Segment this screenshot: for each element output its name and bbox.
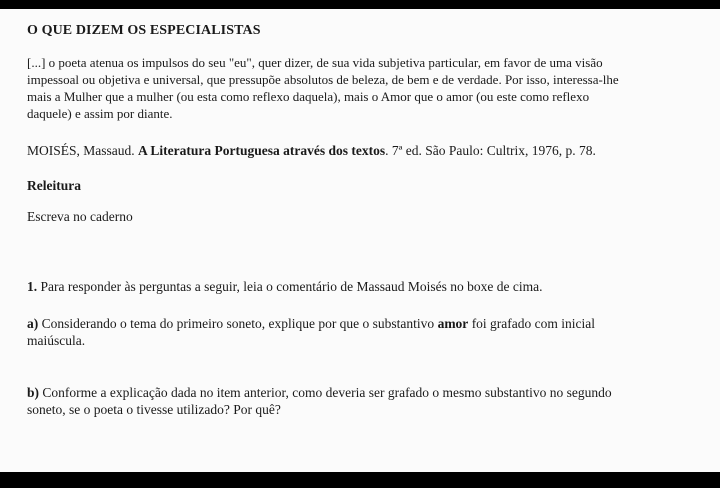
citation-details: . 7ª ed. São Paulo: Cultrix, 1976, p. 78. bbox=[385, 143, 596, 158]
item-a-line-2: maiúscula. bbox=[27, 333, 86, 348]
notebook-instruction: Escreva no caderno bbox=[27, 209, 133, 224]
releitura-heading: Releitura bbox=[27, 178, 81, 193]
quote-line-2: impessoal ou objetiva e universal, que pressupõe absolutos de beleza, de bem e de verdade. Por isso, interessa-lhe bbox=[27, 72, 619, 87]
item-b-label: b) bbox=[27, 385, 40, 400]
item-b-text-1: Conforme a explicação dada no item anterior, como deveria ser grafado o mesmo substantivo no segundo bbox=[42, 385, 612, 400]
item-a-label: a) bbox=[27, 316, 39, 331]
citation-book-title: A Literatura Portuguesa através dos textos bbox=[138, 143, 386, 158]
question-item-a bbox=[27, 315, 712, 349]
quote-line-3: mais a Mulher que a mulher (ou esta como reflexo daquela), mais o Amor que o amor (ou este como reflexo bbox=[27, 89, 590, 104]
item-b-line-1 bbox=[27, 384, 712, 401]
item-a-keyword: amor bbox=[437, 316, 469, 331]
item-a-line-1 bbox=[27, 315, 712, 332]
page bbox=[0, 9, 720, 472]
quote-line-4: daquele) e assim por diante. bbox=[27, 106, 173, 121]
question-item-b bbox=[27, 384, 712, 418]
citation bbox=[27, 143, 712, 159]
item-a-text-after: foi grafado com inicial bbox=[471, 316, 596, 331]
section-title: O QUE DIZEM OS ESPECIALISTAS bbox=[27, 23, 261, 38]
quote-line-1: [...] o poeta atenua os impulsos do seu "eu", quer dizer, de sua vida subjetiva particular, em favor de uma visão bbox=[27, 55, 603, 70]
question-1 bbox=[27, 279, 712, 295]
specialist-quote bbox=[27, 54, 712, 122]
item-a-text-before: Considerando o tema do primeiro soneto, explique por que o substantivo bbox=[41, 316, 435, 331]
question-1-number: 1. bbox=[27, 279, 38, 294]
citation-author: MOISÉS, Massaud. bbox=[27, 143, 135, 158]
item-b-line-2: soneto, se o poeta o tivesse utilizado? Por quê? bbox=[27, 402, 281, 417]
question-1-text: Para responder às perguntas a seguir, leia o comentário de Massaud Moisés no boxe de cima. bbox=[40, 279, 543, 294]
